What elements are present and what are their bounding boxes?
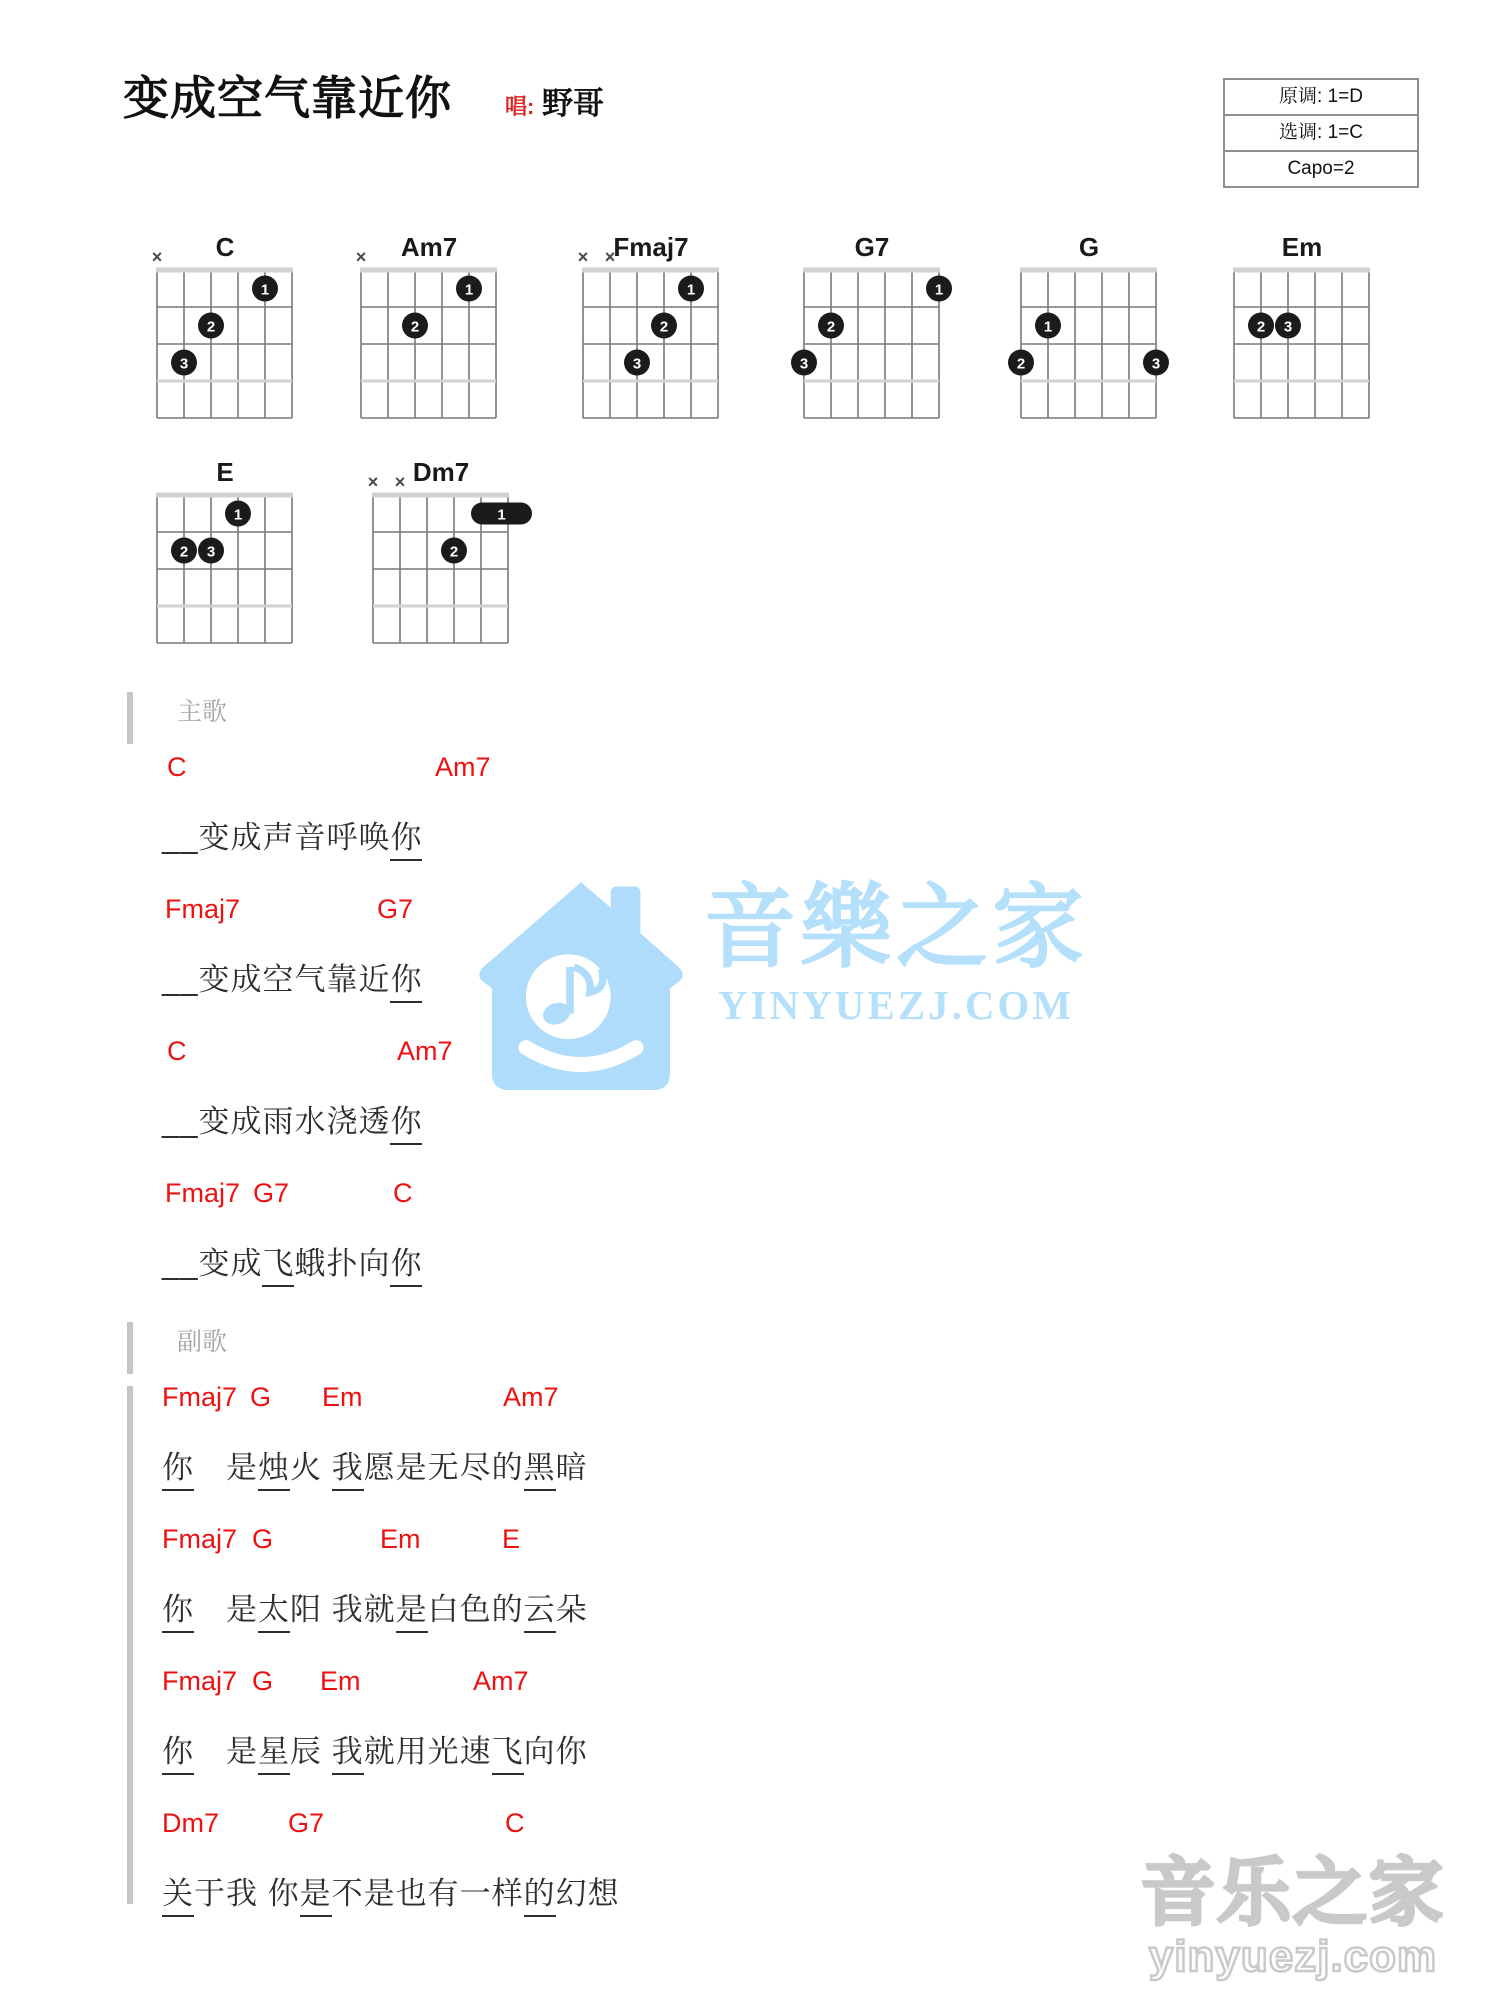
section-body-bar [127, 1386, 133, 1904]
chord-symbol: G [250, 1382, 272, 1412]
fretboard-grid [570, 246, 750, 424]
lyric-line [162, 1584, 1417, 1632]
finger-dot [1008, 350, 1034, 376]
chord-name: Em [1281, 232, 1323, 262]
lyric-underlined: 你 [162, 1734, 194, 1775]
lyric-text: 是 [194, 1450, 258, 1485]
chord-name: Fmaj7 [613, 232, 689, 262]
finger-dot [252, 276, 278, 302]
section-label-bar [127, 1322, 133, 1374]
chord-line [162, 1524, 1417, 1558]
chord-symbol: Fmaj7 [162, 1382, 238, 1412]
lyric-underlined: 飞 [262, 1246, 294, 1287]
original-key: 原调: 1=D [1225, 80, 1417, 116]
lyric-underlined: 你 [390, 1104, 422, 1145]
chord-line [162, 752, 1417, 786]
muted-string-mark: × [367, 472, 379, 492]
chord-symbol: G7 [377, 894, 414, 924]
lyric-underlined: 星 [258, 1734, 290, 1775]
lyric-underlined: 烛 [258, 1450, 290, 1491]
capo-info: Capo=2 [1225, 152, 1417, 186]
chord-symbol: Em [322, 1382, 363, 1412]
chord-symbol: E [502, 1524, 521, 1554]
chord-name: G [1078, 232, 1100, 262]
finger-dot [171, 350, 197, 376]
svg-text:1: 1 [464, 281, 474, 299]
lyric-line [162, 1868, 1417, 1916]
chord-name: G7 [854, 232, 890, 262]
fretboard-grid [1008, 246, 1188, 424]
lyric-underlined: 你 [162, 1592, 194, 1633]
chord-symbol: C [167, 752, 187, 782]
finger-dot [1248, 313, 1274, 339]
chord-symbol: Em [380, 1524, 421, 1554]
chord-symbol: Fmaj7 [162, 1666, 238, 1696]
lyric-text: __变成空气靠近 [162, 962, 391, 997]
chord-line [162, 1036, 1417, 1070]
lyric-text: 向你 [523, 1734, 588, 1769]
chord-symbol: Fmaj7 [165, 1178, 241, 1208]
finger-dot [624, 350, 650, 376]
finger-dot [441, 538, 467, 564]
svg-text:3: 3 [1151, 355, 1161, 373]
fretboard-grid [360, 471, 540, 649]
svg-text:1: 1 [686, 281, 696, 299]
lyric-underlined: 云 [524, 1592, 556, 1633]
corner-watermark-brand: 音乐之家 [1141, 1851, 1445, 1934]
lyric-text: __变成雨水浇透 [162, 1104, 391, 1139]
section-label: 副歌 [177, 1328, 228, 1356]
svg-text:2: 2 [410, 318, 420, 336]
lyric-line [162, 1726, 1417, 1774]
lyric-text: __变成声音呼唤 [162, 820, 391, 855]
singer-label: 唱: [505, 94, 535, 119]
chord-symbol: Fmaj7 [165, 894, 241, 924]
chord-symbol: Am7 [503, 1382, 559, 1412]
lyric-text: 阳 我就 [290, 1592, 396, 1627]
svg-text:2: 2 [659, 318, 669, 336]
lyric-underlined: 关 [162, 1876, 194, 1917]
finger-dot [1143, 350, 1169, 376]
lyric-text: 愿是无尽的 [363, 1450, 524, 1485]
svg-text:2: 2 [449, 543, 459, 561]
svg-text:3: 3 [206, 543, 216, 561]
chord-line [162, 1178, 1417, 1212]
chord-symbol: G [252, 1666, 274, 1696]
finger-dot [791, 350, 817, 376]
watermark-brand-text: 音樂之家 [704, 877, 1089, 979]
lyric-line [162, 1238, 1417, 1286]
chord-name: Am7 [400, 232, 458, 262]
fretboard-grid [348, 246, 528, 424]
chord-symbol: Am7 [435, 752, 491, 782]
chord-name: Dm7 [412, 457, 470, 487]
svg-text:2: 2 [1016, 355, 1026, 373]
fretboard-grid [791, 246, 971, 424]
lyric-line [162, 1442, 1417, 1490]
lyric-underlined: 是 [300, 1876, 332, 1917]
fretboard-grid [144, 471, 324, 649]
lyric-underlined: 是 [396, 1592, 428, 1633]
finger-dot [926, 276, 952, 302]
finger-dot [818, 313, 844, 339]
svg-text:1: 1 [1043, 318, 1053, 336]
lyric-text: 是 [194, 1734, 258, 1769]
chord-symbol: G7 [253, 1178, 290, 1208]
muted-string-mark: × [151, 247, 163, 267]
svg-text:1: 1 [260, 281, 270, 299]
finger-dot [678, 276, 704, 302]
chord-line [162, 894, 1417, 928]
song-title: 变成空气靠近你 [123, 72, 452, 124]
watermark-site-text: YINYUEZJ.COM [717, 982, 1075, 1029]
finger-dot [1035, 313, 1061, 339]
lyric-underlined: 的 [524, 1876, 556, 1917]
svg-text:3: 3 [632, 355, 642, 373]
fretboard-grid [144, 246, 324, 424]
finger-dot [402, 313, 428, 339]
finger-dot [198, 313, 224, 339]
section-主歌 [127, 690, 1417, 1286]
finger-dot [651, 313, 677, 339]
lyric-underlined: 我 [332, 1450, 364, 1491]
lyric-underlined: 黑 [524, 1450, 556, 1491]
chord-symbol: Em [320, 1666, 361, 1696]
svg-text:1: 1 [497, 506, 506, 524]
chord-line [162, 1808, 1417, 1842]
muted-string-mark: × [355, 247, 367, 267]
chord-symbol: C [393, 1178, 413, 1208]
lyric-text: 暗 [555, 1450, 588, 1485]
chord-name: E [216, 457, 234, 487]
lyric-text: 是 [194, 1592, 258, 1627]
svg-text:3: 3 [799, 355, 809, 373]
lyric-text: 不是也有一样 [331, 1876, 524, 1911]
lyric-line [162, 812, 1417, 860]
finger-dot [456, 276, 482, 302]
muted-string-mark: × [394, 472, 406, 492]
lyric-text: __变成 [162, 1246, 263, 1281]
svg-text:2: 2 [206, 318, 216, 336]
svg-text:1: 1 [233, 506, 243, 524]
finger-dot [198, 538, 224, 564]
chord-symbol: C [167, 1036, 187, 1066]
lyric-text: 于我 你 [194, 1876, 300, 1911]
chord-symbol: G [252, 1524, 274, 1554]
lyric-line [162, 1096, 1417, 1144]
selected-key: 选调: 1=C [1225, 116, 1417, 152]
muted-string-mark: × [604, 247, 616, 267]
section-label: 主歌 [177, 698, 228, 726]
lyric-underlined: 你 [390, 1246, 422, 1287]
svg-text:2: 2 [826, 318, 836, 336]
chord-symbol: Dm7 [162, 1808, 220, 1838]
chord-symbol: G7 [288, 1808, 325, 1838]
lyric-underlined: 你 [390, 820, 422, 861]
section-副歌 [127, 1320, 1417, 1916]
chord-symbol: Am7 [473, 1666, 529, 1696]
fretboard-grid [1221, 246, 1401, 424]
finger-dot [225, 501, 251, 527]
svg-text:3: 3 [179, 355, 189, 373]
svg-text:1: 1 [934, 281, 944, 299]
singer-name: 野哥 [542, 86, 604, 121]
muted-string-mark: × [577, 247, 589, 267]
svg-text:2: 2 [179, 543, 189, 561]
lyric-text: 朵 [555, 1592, 588, 1627]
chord-line [162, 1666, 1417, 1700]
section-label-bar [127, 692, 133, 744]
corner-watermark-site: yinyuezj.com [1148, 1932, 1438, 1981]
song-body [127, 690, 1417, 1950]
finger-dot [171, 538, 197, 564]
chord-symbol: Am7 [397, 1036, 453, 1066]
chord-symbol: Fmaj7 [162, 1524, 238, 1554]
lyric-text: 就用光速 [363, 1734, 492, 1769]
section-header [127, 1320, 1417, 1382]
finger-dot [1275, 313, 1301, 339]
chord-line [162, 1382, 1417, 1416]
lyric-text: 幻想 [555, 1876, 620, 1911]
chord-symbol: C [505, 1808, 525, 1838]
key-info-box [1223, 78, 1419, 188]
lyric-text: 白色的 [427, 1592, 524, 1627]
lyric-text: 辰 [290, 1734, 332, 1769]
lyric-underlined: 你 [390, 962, 422, 1003]
lyric-underlined: 飞 [492, 1734, 524, 1775]
lyric-underlined: 我 [332, 1734, 364, 1775]
svg-text:2: 2 [1256, 318, 1266, 336]
lyric-text: 火 [290, 1450, 332, 1485]
lyric-underlined: 太 [258, 1592, 290, 1633]
chord-name: C [215, 232, 235, 262]
lyric-line [162, 954, 1417, 1002]
section-header [127, 690, 1417, 752]
svg-text:3: 3 [1283, 318, 1293, 336]
lyric-underlined: 你 [162, 1450, 194, 1491]
lyric-text: 蛾扑向 [294, 1246, 391, 1281]
